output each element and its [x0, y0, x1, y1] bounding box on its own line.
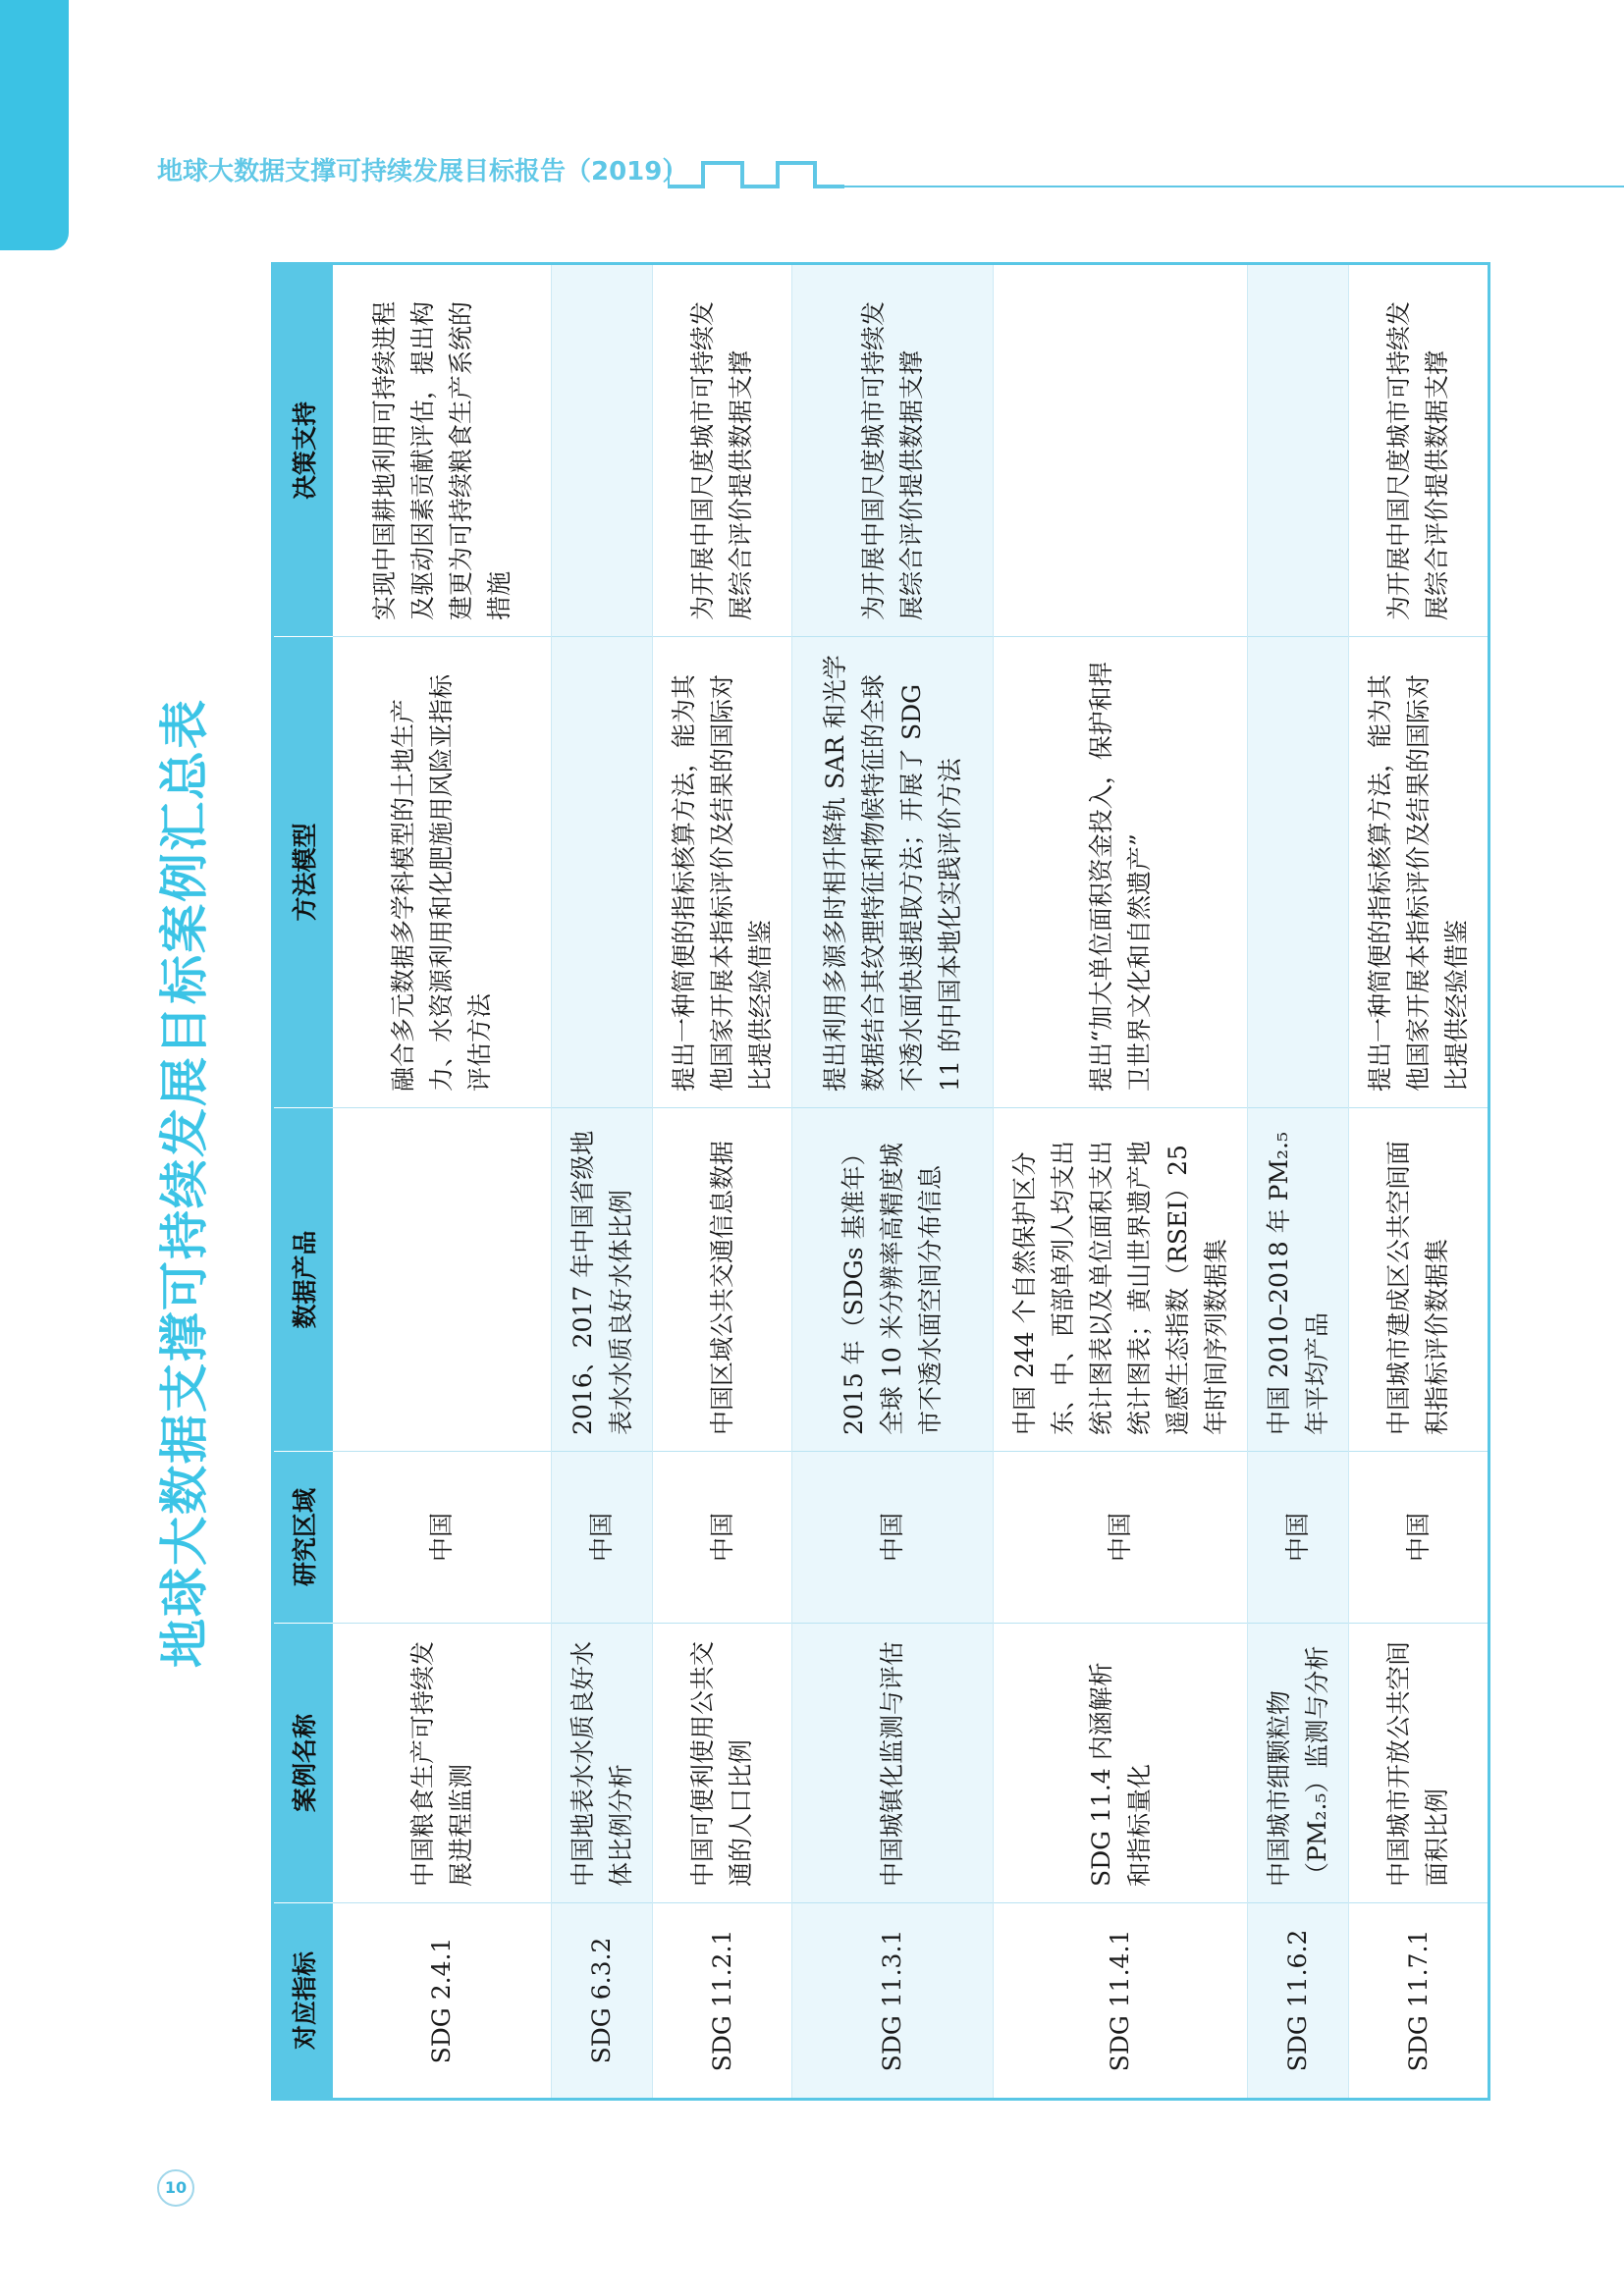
- decision-support-cell: [551, 264, 652, 637]
- data-product-cell: [333, 1108, 551, 1452]
- region-cell: 中国: [993, 1452, 1247, 1624]
- case-name-cell: 中国地表水水质良好水体比例分析: [551, 1624, 652, 1903]
- table-row: [993, 264, 1247, 2100]
- indicator-cell: SDG 11.2.1: [652, 1903, 791, 2100]
- column-header: 案例名称: [273, 1624, 334, 1903]
- header-line-decoration: [668, 159, 1624, 188]
- method-cell: 提出一种简便的指标核算方法，能为其他国家开展本指标评价及结果的国际对比提供经验借鉴: [1348, 637, 1489, 1108]
- region-cell: 中国: [791, 1452, 993, 1624]
- rotated-table-section: [145, 265, 1471, 2101]
- table-row: [652, 264, 791, 2100]
- indicator-cell: SDG 11.7.1: [1348, 1903, 1489, 2100]
- case-name-cell: 中国城镇化监测与评估: [791, 1624, 993, 1903]
- data-product-cell: 中国 2010–2018 年 PM₂.₅ 年平均产品: [1247, 1108, 1348, 1452]
- method-cell: [1247, 637, 1348, 1108]
- indicator-cell: SDG 2.4.1: [333, 1903, 551, 2100]
- column-header: 对应指标: [273, 1903, 334, 2100]
- table-header-row: [273, 264, 334, 2100]
- decision-support-cell: [1247, 264, 1348, 637]
- decision-support-cell: 为开展中国尺度城市可持续发展综合评价提供数据支撑: [1348, 264, 1489, 637]
- indicator-cell: SDG 11.3.1: [791, 1903, 993, 2100]
- decision-support-cell: 为开展中国尺度城市可持续发展综合评价提供数据支撑: [791, 264, 993, 637]
- case-name-cell: 中国可便利使用公共交通的人口比例: [652, 1624, 791, 1903]
- page-number: 10: [157, 2169, 194, 2207]
- column-header: 决策支持: [273, 264, 334, 637]
- column-header: 数据产品: [273, 1108, 334, 1452]
- method-cell: 提出一种简便的指标核算方法，能为其他国家开展本指标评价及结果的国际对比提供经验借鉴: [652, 637, 791, 1108]
- data-product-cell: 中国 244 个自然保护区分东、中、西部单列人均支出统计图表以及单位面积支出统计图表；黄山世界遗产地遥感生态指数（RSEI）25 年时间序列数据集: [993, 1108, 1247, 1452]
- data-product-cell: 2015 年（SDGs 基准年）全球 10 米分辨率高精度城市不透水面空间分布信息: [791, 1108, 993, 1452]
- indicator-cell: SDG 6.3.2: [551, 1903, 652, 2100]
- table-row: [1348, 264, 1489, 2100]
- indicator-cell: SDG 11.4.1: [993, 1903, 1247, 2100]
- region-cell: 中国: [1247, 1452, 1348, 1624]
- indicator-cell: SDG 11.6.2: [1247, 1903, 1348, 2100]
- data-product-cell: 中国区域公共交通信息数据: [652, 1108, 791, 1452]
- column-header: 方法模型: [273, 637, 334, 1108]
- data-product-cell: 中国城市建成区公共空间面积指标评价数据集: [1348, 1108, 1489, 1452]
- report-title: 地球大数据支撑可持续发展目标报告（2019）: [157, 157, 688, 187]
- column-header: 研究区域: [273, 1452, 334, 1624]
- case-name-cell: SDG 11.4 内涵解析和指标量化: [993, 1624, 1247, 1903]
- table-row: [551, 264, 652, 2100]
- region-cell: 中国: [551, 1452, 652, 1624]
- data-product-cell: 2016、2017 年中国省级地表水水质良好水体比例: [551, 1108, 652, 1452]
- method-cell: [551, 637, 652, 1108]
- region-cell: 中国: [1348, 1452, 1489, 1624]
- decision-support-cell: [993, 264, 1247, 637]
- method-cell: 提出利用多源多时相升降轨 SAR 和光学数据结合其纹理特征和物候特征的全球不透水面快速提取方法；开展了 SDG 11 的中国本地化实践评价方法: [791, 637, 993, 1108]
- case-name-cell: 中国城市细颗粒物（PM₂.₅）监测与分析: [1247, 1624, 1348, 1903]
- method-cell: 融合多元数据多学科模型的土地生产力、水资源利用和化肥施用风险亚指标评估方法: [333, 637, 551, 1108]
- corner-color-tab: [0, 0, 69, 250]
- table-title: 地球大数据支撑可持续发展目标案例汇总表: [155, 698, 213, 1668]
- case-name-cell: 中国粮食生产可持续发展进程监测: [333, 1624, 551, 1903]
- method-cell: 提出“加大单位面积资金投入，保护和捍卫世界文化和自然遗产”: [993, 637, 1247, 1108]
- region-cell: 中国: [652, 1452, 791, 1624]
- region-cell: 中国: [333, 1452, 551, 1624]
- case-name-cell: 中国城市开放公共空间面积比例: [1348, 1624, 1489, 1903]
- table-row: [791, 264, 993, 2100]
- decision-support-cell: 实现中国耕地利用可持续进程及驱动因素贡献评估，提出构建更为可持续粮食生产系统的措施: [333, 264, 551, 637]
- decision-support-cell: 为开展中国尺度城市可持续发展综合评价提供数据支撑: [652, 264, 791, 637]
- sdg-case-summary-table: [271, 262, 1490, 2101]
- table-row: [1247, 264, 1348, 2100]
- table-row: [333, 264, 551, 2100]
- page-header: [157, 147, 1624, 196]
